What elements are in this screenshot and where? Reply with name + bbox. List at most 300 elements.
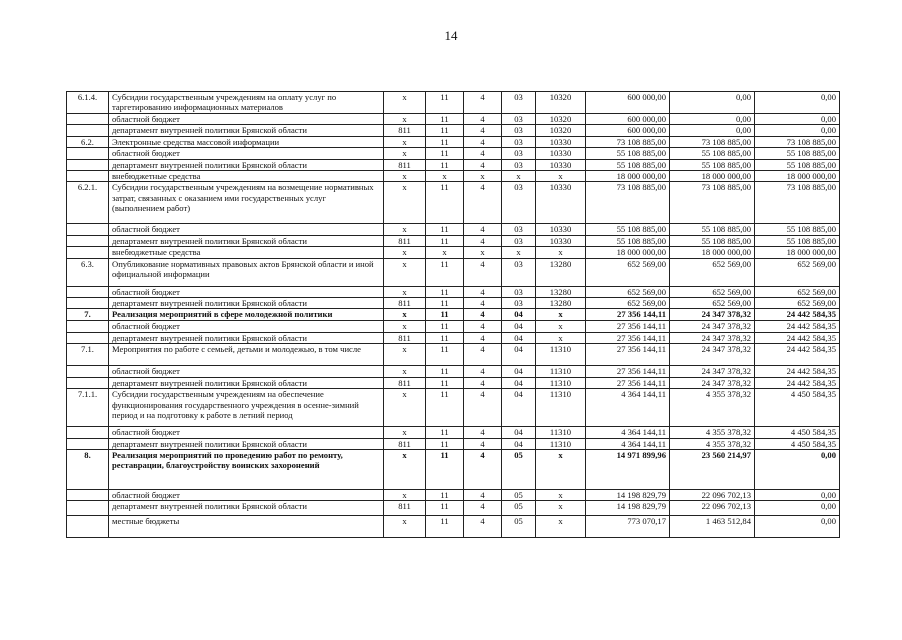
code-grbs: х — [384, 489, 426, 500]
code-main-event: 04 — [502, 321, 536, 332]
code-grbs: х — [384, 92, 426, 114]
amount-year-2: 24 347 378,32 — [670, 309, 755, 321]
amount-year-2: 24 347 378,32 — [670, 344, 755, 366]
row-number — [67, 516, 109, 538]
amount-year-1: 14 198 829,79 — [586, 501, 670, 516]
amount-year-1: 55 108 885,00 — [586, 224, 670, 235]
row-name: областной бюджет — [109, 366, 384, 377]
code-main-event: 04 — [502, 377, 536, 388]
row-number — [67, 235, 109, 246]
amount-year-3: 24 442 584,35 — [755, 366, 840, 377]
row-name: Опубликование нормативных правовых актов Брянской области и иной официальной информации — [109, 258, 384, 286]
amount-year-1: 27 356 144,11 — [586, 344, 670, 366]
row-name: департамент внутренней политики Брянской области — [109, 125, 384, 136]
amount-year-1: 773 070,17 — [586, 516, 670, 538]
code-direction: х — [536, 321, 586, 332]
amount-year-2: 73 108 885,00 — [670, 136, 755, 147]
amount-year-3: 0,00 — [755, 516, 840, 538]
code-direction: 11310 — [536, 377, 586, 388]
code-direction: х — [536, 489, 586, 500]
code-state-program: 11 — [426, 438, 464, 449]
code-subprogram: 4 — [464, 449, 502, 489]
code-grbs: х — [384, 344, 426, 366]
code-direction: 13280 — [536, 298, 586, 309]
amount-year-3: 73 108 885,00 — [755, 182, 840, 224]
code-state-program: 11 — [426, 377, 464, 388]
amount-year-1: 55 108 885,00 — [586, 148, 670, 159]
code-main-event: 04 — [502, 438, 536, 449]
row-number — [67, 489, 109, 500]
code-direction: 11310 — [536, 389, 586, 427]
row-name: областной бюджет — [109, 224, 384, 235]
code-subprogram: 4 — [464, 309, 502, 321]
row-name: областной бюджет — [109, 321, 384, 332]
code-main-event: х — [502, 171, 536, 182]
row-number — [67, 159, 109, 170]
code-grbs: 811 — [384, 298, 426, 309]
table-row — [67, 366, 840, 377]
amount-year-3: 0,00 — [755, 449, 840, 489]
amount-year-3: 0,00 — [755, 92, 840, 114]
code-direction: 11310 — [536, 366, 586, 377]
amount-year-1: 55 108 885,00 — [586, 159, 670, 170]
code-main-event: 05 — [502, 489, 536, 500]
amount-year-2: 4 355 378,32 — [670, 427, 755, 438]
row-number — [67, 427, 109, 438]
code-subprogram: 4 — [464, 389, 502, 427]
row-name: внебюджетные средства — [109, 171, 384, 182]
code-subprogram: 4 — [464, 235, 502, 246]
code-main-event: 03 — [502, 92, 536, 114]
code-state-program: 11 — [426, 159, 464, 170]
row-name: областной бюджет — [109, 427, 384, 438]
amount-year-2: 22 096 702,13 — [670, 501, 755, 516]
amount-year-3: 4 450 584,35 — [755, 427, 840, 438]
code-state-program: 11 — [426, 427, 464, 438]
code-main-event: 03 — [502, 235, 536, 246]
row-name: областной бюджет — [109, 286, 384, 297]
code-grbs: х — [384, 224, 426, 235]
code-grbs: 811 — [384, 377, 426, 388]
table-row — [67, 344, 840, 366]
amount-year-2: 652 569,00 — [670, 258, 755, 286]
amount-year-2: 55 108 885,00 — [670, 148, 755, 159]
code-state-program: 11 — [426, 366, 464, 377]
code-subprogram: 4 — [464, 344, 502, 366]
code-main-event: 03 — [502, 148, 536, 159]
row-name: Субсидии государственным учреждениям на возмещение нормативных затрат, связанных с оказанием ими государственных услуг (выполнением работ) — [109, 182, 384, 224]
code-grbs: х — [384, 136, 426, 147]
table-row — [67, 449, 840, 489]
code-state-program: 11 — [426, 224, 464, 235]
code-subprogram: 4 — [464, 125, 502, 136]
code-grbs: х — [384, 171, 426, 182]
amount-year-2: 55 108 885,00 — [670, 224, 755, 235]
table-row — [67, 321, 840, 332]
code-state-program: 11 — [426, 344, 464, 366]
code-main-event: 04 — [502, 344, 536, 366]
amount-year-3: 4 450 584,35 — [755, 389, 840, 427]
code-state-program: 11 — [426, 258, 464, 286]
row-name: областной бюджет — [109, 148, 384, 159]
code-direction: 10330 — [536, 159, 586, 170]
amount-year-3: 55 108 885,00 — [755, 159, 840, 170]
code-direction: х — [536, 332, 586, 343]
code-direction: 10330 — [536, 136, 586, 147]
amount-year-1: 4 364 144,11 — [586, 389, 670, 427]
amount-year-1: 652 569,00 — [586, 286, 670, 297]
table-row — [67, 309, 840, 321]
amount-year-2: 55 108 885,00 — [670, 235, 755, 246]
amount-year-2: 0,00 — [670, 92, 755, 114]
amount-year-2: 652 569,00 — [670, 298, 755, 309]
amount-year-1: 55 108 885,00 — [586, 235, 670, 246]
amount-year-1: 73 108 885,00 — [586, 182, 670, 224]
amount-year-2: 23 560 214,97 — [670, 449, 755, 489]
page-number: 14 — [444, 28, 458, 43]
table-row — [67, 258, 840, 286]
code-subprogram: 4 — [464, 501, 502, 516]
amount-year-3: 652 569,00 — [755, 258, 840, 286]
amount-year-2: 18 000 000,00 — [670, 247, 755, 258]
code-state-program: 11 — [426, 489, 464, 500]
amount-year-1: 652 569,00 — [586, 258, 670, 286]
code-state-program: 11 — [426, 516, 464, 538]
amount-year-2: 0,00 — [670, 114, 755, 125]
code-grbs: 811 — [384, 501, 426, 516]
row-name: Электронные средства массовой информации — [109, 136, 384, 147]
amount-year-3: 24 442 584,35 — [755, 332, 840, 343]
budget-table-body — [67, 92, 840, 538]
amount-year-2: 22 096 702,13 — [670, 489, 755, 500]
code-grbs: х — [384, 258, 426, 286]
code-state-program: 11 — [426, 125, 464, 136]
amount-year-2: 652 569,00 — [670, 286, 755, 297]
row-name: департамент внутренней политики Брянской области — [109, 159, 384, 170]
row-number — [67, 224, 109, 235]
code-subprogram: 4 — [464, 321, 502, 332]
amount-year-3: 652 569,00 — [755, 298, 840, 309]
code-grbs: 811 — [384, 332, 426, 343]
code-direction: 10330 — [536, 148, 586, 159]
table-row — [67, 501, 840, 516]
row-number — [67, 501, 109, 516]
code-direction: х — [536, 516, 586, 538]
amount-year-2: 1 463 512,84 — [670, 516, 755, 538]
code-state-program: 11 — [426, 235, 464, 246]
code-main-event: 03 — [502, 258, 536, 286]
code-direction: х — [536, 501, 586, 516]
amount-year-3: 55 108 885,00 — [755, 148, 840, 159]
code-subprogram: 4 — [464, 489, 502, 500]
code-state-program: х — [426, 247, 464, 258]
code-state-program: 11 — [426, 298, 464, 309]
code-subprogram: х — [464, 247, 502, 258]
code-main-event: 05 — [502, 501, 536, 516]
table-row — [67, 489, 840, 500]
amount-year-1: 18 000 000,00 — [586, 171, 670, 182]
row-number — [67, 125, 109, 136]
amount-year-1: 27 356 144,11 — [586, 332, 670, 343]
table-row — [67, 114, 840, 125]
code-state-program: 11 — [426, 136, 464, 147]
table-row — [67, 332, 840, 343]
amount-year-2: 24 347 378,32 — [670, 377, 755, 388]
code-grbs: х — [384, 389, 426, 427]
code-subprogram: 4 — [464, 286, 502, 297]
amount-year-2: 0,00 — [670, 125, 755, 136]
code-main-event: х — [502, 247, 536, 258]
row-number — [67, 332, 109, 343]
code-direction: 13280 — [536, 286, 586, 297]
row-number: 7.1.1. — [67, 389, 109, 427]
table-row — [67, 438, 840, 449]
row-name: департамент внутренней политики Брянской области — [109, 377, 384, 388]
code-subprogram: 4 — [464, 438, 502, 449]
row-name: Реализация мероприятий в сфере молодежной политики — [109, 309, 384, 321]
row-number: 6.3. — [67, 258, 109, 286]
code-main-event: 03 — [502, 286, 536, 297]
row-number — [67, 148, 109, 159]
amount-year-2: 4 355 378,32 — [670, 438, 755, 449]
code-subprogram: 4 — [464, 136, 502, 147]
code-main-event: 05 — [502, 449, 536, 489]
code-subprogram: 4 — [464, 366, 502, 377]
code-direction: 10320 — [536, 92, 586, 114]
code-subprogram: 4 — [464, 332, 502, 343]
code-state-program: 11 — [426, 389, 464, 427]
amount-year-2: 18 000 000,00 — [670, 171, 755, 182]
row-number: 7.1. — [67, 344, 109, 366]
amount-year-1: 652 569,00 — [586, 298, 670, 309]
row-name: департамент внутренней политики Брянской области — [109, 332, 384, 343]
amount-year-2: 24 347 378,32 — [670, 332, 755, 343]
row-name: департамент внутренней политики Брянской области — [109, 501, 384, 516]
code-main-event: 05 — [502, 516, 536, 538]
table-row — [67, 148, 840, 159]
code-state-program: 11 — [426, 309, 464, 321]
table-row — [67, 516, 840, 538]
row-number — [67, 247, 109, 258]
amount-year-2: 24 347 378,32 — [670, 321, 755, 332]
amount-year-1: 27 356 144,11 — [586, 366, 670, 377]
amount-year-2: 4 355 378,32 — [670, 389, 755, 427]
amount-year-1: 14 971 899,96 — [586, 449, 670, 489]
amount-year-2: 55 108 885,00 — [670, 159, 755, 170]
code-direction: х — [536, 171, 586, 182]
code-main-event: 03 — [502, 136, 536, 147]
table-row — [67, 159, 840, 170]
code-main-event: 03 — [502, 224, 536, 235]
amount-year-1: 4 364 144,11 — [586, 438, 670, 449]
code-state-program: 11 — [426, 286, 464, 297]
code-grbs: 811 — [384, 438, 426, 449]
amount-year-3: 73 108 885,00 — [755, 136, 840, 147]
row-number: 6.2. — [67, 136, 109, 147]
code-subprogram: х — [464, 171, 502, 182]
amount-year-3: 0,00 — [755, 489, 840, 500]
row-name: внебюджетные средства — [109, 247, 384, 258]
row-name: Субсидии государственным учреждениям на оплату услуг по таргетированию информационных материалов — [109, 92, 384, 114]
table-row — [67, 247, 840, 258]
table-row — [67, 286, 840, 297]
code-subprogram: 4 — [464, 298, 502, 309]
code-direction: 10320 — [536, 114, 586, 125]
amount-year-3: 55 108 885,00 — [755, 224, 840, 235]
code-grbs: 811 — [384, 125, 426, 136]
table-row — [67, 224, 840, 235]
code-direction: х — [536, 247, 586, 258]
table-row — [67, 235, 840, 246]
code-grbs: х — [384, 321, 426, 332]
table-row — [67, 298, 840, 309]
code-main-event: 03 — [502, 114, 536, 125]
table-row — [67, 125, 840, 136]
amount-year-3: 0,00 — [755, 501, 840, 516]
row-name: Субсидии государственным учреждениям на обеспечение функционирования государственного учреждения в осенне-зимний период и на подготовку к работе в летний период — [109, 389, 384, 427]
amount-year-3: 18 000 000,00 — [755, 247, 840, 258]
table-row — [67, 389, 840, 427]
amount-year-3: 0,00 — [755, 114, 840, 125]
code-direction: 10330 — [536, 235, 586, 246]
code-state-program: 11 — [426, 148, 464, 159]
code-main-event: 04 — [502, 427, 536, 438]
row-name: областной бюджет — [109, 489, 384, 500]
code-subprogram: 4 — [464, 258, 502, 286]
code-subprogram: 4 — [464, 148, 502, 159]
row-number — [67, 286, 109, 297]
amount-year-3: 24 442 584,35 — [755, 344, 840, 366]
code-state-program: 11 — [426, 332, 464, 343]
code-main-event: 03 — [502, 125, 536, 136]
amount-year-1: 600 000,00 — [586, 114, 670, 125]
amount-year-2: 24 347 378,32 — [670, 366, 755, 377]
row-number: 6.2.1. — [67, 182, 109, 224]
amount-year-1: 14 198 829,79 — [586, 489, 670, 500]
code-direction: 10330 — [536, 182, 586, 224]
code-state-program: х — [426, 171, 464, 182]
code-state-program: 11 — [426, 92, 464, 114]
code-subprogram: 4 — [464, 377, 502, 388]
code-main-event: 04 — [502, 309, 536, 321]
code-direction: 10320 — [536, 125, 586, 136]
code-grbs: х — [384, 182, 426, 224]
code-subprogram: 4 — [464, 516, 502, 538]
table-row — [67, 427, 840, 438]
row-name: департамент внутренней политики Брянской области — [109, 298, 384, 309]
amount-year-3: 18 000 000,00 — [755, 171, 840, 182]
table-row — [67, 182, 840, 224]
row-number: 6.1.4. — [67, 92, 109, 114]
code-grbs: х — [384, 449, 426, 489]
code-subprogram: 4 — [464, 114, 502, 125]
row-number: 8. — [67, 449, 109, 489]
row-name: департамент внутренней политики Брянской области — [109, 438, 384, 449]
budget-table — [66, 91, 840, 538]
code-grbs: х — [384, 114, 426, 125]
row-name: местные бюджеты — [109, 516, 384, 538]
code-grbs: х — [384, 286, 426, 297]
code-grbs: 811 — [384, 235, 426, 246]
table-row — [67, 171, 840, 182]
code-grbs: х — [384, 366, 426, 377]
row-name: департамент внутренней политики Брянской области — [109, 235, 384, 246]
code-main-event: 04 — [502, 366, 536, 377]
amount-year-3: 55 108 885,00 — [755, 235, 840, 246]
code-subprogram: 4 — [464, 224, 502, 235]
code-grbs: х — [384, 309, 426, 321]
code-grbs: х — [384, 516, 426, 538]
amount-year-1: 27 356 144,11 — [586, 309, 670, 321]
code-subprogram: 4 — [464, 159, 502, 170]
amount-year-3: 24 442 584,35 — [755, 321, 840, 332]
row-number — [67, 366, 109, 377]
row-number: 7. — [67, 309, 109, 321]
table-row — [67, 377, 840, 388]
code-main-event: 03 — [502, 182, 536, 224]
amount-year-2: 73 108 885,00 — [670, 182, 755, 224]
code-main-event: 04 — [502, 389, 536, 427]
table-row — [67, 136, 840, 147]
code-subprogram: 4 — [464, 182, 502, 224]
amount-year-3: 24 442 584,35 — [755, 377, 840, 388]
code-grbs: х — [384, 148, 426, 159]
amount-year-1: 18 000 000,00 — [586, 247, 670, 258]
amount-year-3: 652 569,00 — [755, 286, 840, 297]
amount-year-3: 4 450 584,35 — [755, 438, 840, 449]
amount-year-1: 600 000,00 — [586, 125, 670, 136]
row-number — [67, 298, 109, 309]
code-subprogram: 4 — [464, 427, 502, 438]
code-grbs: 811 — [384, 159, 426, 170]
code-state-program: 11 — [426, 321, 464, 332]
code-direction: 11310 — [536, 344, 586, 366]
amount-year-1: 4 364 144,11 — [586, 427, 670, 438]
code-direction: 11310 — [536, 438, 586, 449]
code-direction: 11310 — [536, 427, 586, 438]
row-number — [67, 171, 109, 182]
code-main-event: 04 — [502, 332, 536, 343]
table-row — [67, 92, 840, 114]
row-number — [67, 321, 109, 332]
code-direction: 13280 — [536, 258, 586, 286]
amount-year-3: 24 442 584,35 — [755, 309, 840, 321]
amount-year-1: 73 108 885,00 — [586, 136, 670, 147]
code-direction: 10330 — [536, 224, 586, 235]
row-number — [67, 377, 109, 388]
code-direction: х — [536, 449, 586, 489]
code-grbs: х — [384, 247, 426, 258]
code-main-event: 03 — [502, 159, 536, 170]
amount-year-3: 0,00 — [755, 125, 840, 136]
code-direction: х — [536, 309, 586, 321]
code-state-program: 11 — [426, 182, 464, 224]
amount-year-1: 27 356 144,11 — [586, 377, 670, 388]
amount-year-1: 27 356 144,11 — [586, 321, 670, 332]
amount-year-1: 600 000,00 — [586, 92, 670, 114]
code-subprogram: 4 — [464, 92, 502, 114]
code-state-program: 11 — [426, 449, 464, 489]
row-name: Реализация мероприятий по проведению работ по ремонту, реставрации, благоустройству воинских захоронений — [109, 449, 384, 489]
row-name: Мероприятия по работе с семьей, детьми и молодежью, в том числе — [109, 344, 384, 366]
row-number — [67, 114, 109, 125]
code-state-program: 11 — [426, 501, 464, 516]
code-main-event: 03 — [502, 298, 536, 309]
code-grbs: х — [384, 427, 426, 438]
row-number — [67, 438, 109, 449]
code-state-program: 11 — [426, 114, 464, 125]
row-name: областной бюджет — [109, 114, 384, 125]
